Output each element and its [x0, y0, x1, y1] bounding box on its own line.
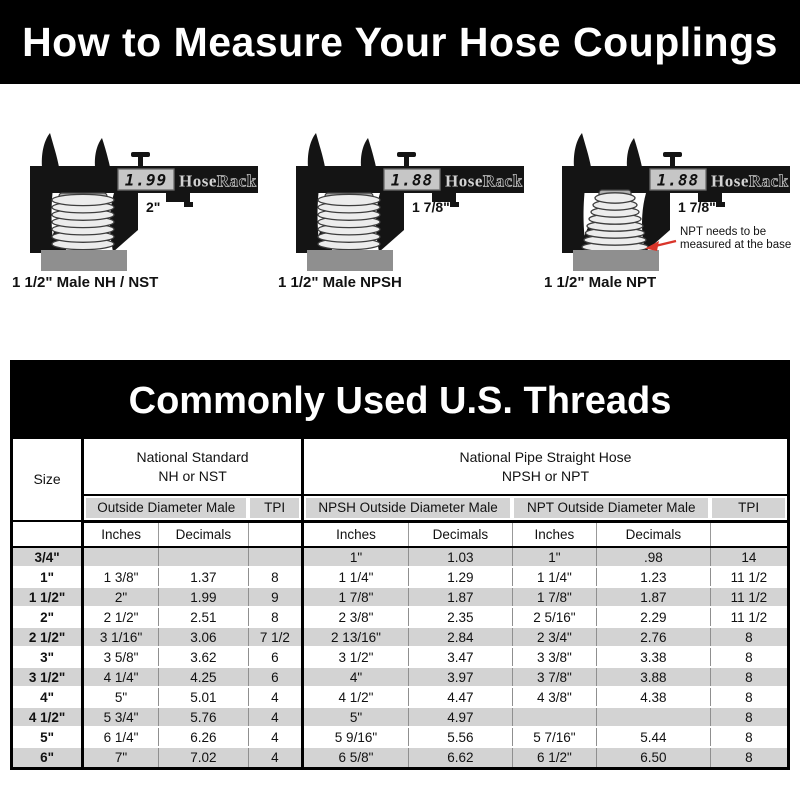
table-cell: 4.97 — [408, 707, 512, 727]
table-cell: 3 3/8" — [512, 647, 596, 667]
col-header-npsh-od-male: NPSH Outside Diameter Male — [302, 495, 512, 521]
table-cell: 9 — [248, 587, 302, 607]
unit-header: Decimals — [159, 521, 249, 547]
table-cell: 5 7/16" — [512, 727, 596, 747]
table-cell: 8 — [710, 667, 787, 687]
table-cell: 4.38 — [597, 687, 711, 707]
table-cell: 8 — [248, 607, 302, 627]
caliper-caption: 1 1/2" Male NPSH — [278, 274, 402, 291]
table-cell: 5 3/4" — [83, 707, 159, 727]
col-group-national-standard: National Standard NH or NST — [83, 439, 303, 495]
caliper-diagram — [0, 94, 266, 291]
table-cell: 4 — [248, 707, 302, 727]
unit-header — [710, 521, 787, 547]
unit-header: Inches — [302, 521, 408, 547]
size-cell: 1 1/2" — [13, 587, 83, 607]
hoserack-logo: HoseRack — [711, 171, 789, 191]
caliper-upper-jaw-slider-icon — [95, 138, 110, 167]
caliper-depth-stop — [166, 193, 190, 202]
caliper-lcd-value: 1.88 — [656, 170, 700, 190]
table-row — [13, 707, 787, 727]
size-cell: 3" — [13, 647, 83, 667]
table-row — [13, 647, 787, 667]
table-cell: 3.06 — [159, 627, 249, 647]
table-cell — [597, 707, 711, 727]
table-cell: 1.37 — [159, 567, 249, 587]
table-cell: 7.02 — [159, 747, 249, 767]
coupling-threads-straight — [52, 193, 114, 250]
threads-table-section — [10, 360, 790, 770]
table-header-band-row — [13, 495, 787, 521]
table-cell: 3.62 — [159, 647, 249, 667]
table-cell: 6 1/2" — [512, 747, 596, 767]
caliper-caption: 1 1/2" Male NH / NST — [12, 274, 159, 291]
table-cell: 3.38 — [597, 647, 711, 667]
table-cell: 5" — [302, 707, 408, 727]
table-cell: 2.35 — [408, 607, 512, 627]
hoserack-logo: HoseRack — [445, 171, 523, 191]
table-cell: 1.87 — [597, 587, 711, 607]
table-cell: 3.47 — [408, 647, 512, 667]
size-cell: 4" — [13, 687, 83, 707]
caliper-upper-jaw-fixed-icon — [574, 133, 591, 167]
table-cell: 6 5/8" — [302, 747, 408, 767]
hoserack-logo: HoseRack — [179, 171, 257, 191]
table-row — [13, 727, 787, 747]
size-cell: 3/4" — [13, 547, 83, 567]
size-cell: 4 1/2" — [13, 707, 83, 727]
table-cell: 1 7/8" — [512, 587, 596, 607]
table-cell: 4 3/8" — [512, 687, 596, 707]
table-cell: 7 1/2 — [248, 627, 302, 647]
table-cell: 8 — [710, 627, 787, 647]
table-cell: 7" — [83, 747, 159, 767]
table-cell: 4 1/4" — [83, 667, 159, 687]
unit-header: Decimals — [408, 521, 512, 547]
table-cell: 11 1/2 — [710, 567, 787, 587]
table-cell: 1" — [512, 547, 596, 567]
coupling-base — [41, 250, 127, 271]
table-cell: 2 3/8" — [302, 607, 408, 627]
table-cell: 11 1/2 — [710, 587, 787, 607]
table-row — [13, 747, 787, 767]
table-cell: 6 1/4" — [83, 727, 159, 747]
coupling-threads-tapered — [582, 190, 648, 252]
table-cell: 3 1/2" — [302, 647, 408, 667]
table-cell: 8 — [710, 727, 787, 747]
table-cell: 4 1/2" — [302, 687, 408, 707]
table-cell: 2 1/2" — [83, 607, 159, 627]
table-cell: 3 1/16" — [83, 627, 159, 647]
measurement-label: 1 7/8" — [678, 199, 716, 215]
table-cell: 8 — [248, 567, 302, 587]
table-cell: 8 — [710, 647, 787, 667]
table-cell: 2 13/16" — [302, 627, 408, 647]
table-cell: 3 5/8" — [83, 647, 159, 667]
caliper-illustration — [266, 94, 532, 272]
table-cell: 1 7/8" — [302, 587, 408, 607]
col-header-tpi-np: TPI — [710, 495, 787, 521]
table-cell: 1.23 — [597, 567, 711, 587]
table-cell: 5.76 — [159, 707, 249, 727]
table-header-group-row — [13, 439, 787, 495]
size-cell: 1" — [13, 567, 83, 587]
threads-table — [13, 439, 787, 767]
table-cell: 3.97 — [408, 667, 512, 687]
table-cell: 2 5/16" — [512, 607, 596, 627]
table-cell: 1.03 — [408, 547, 512, 567]
caliper-diagram — [532, 94, 798, 291]
table-row — [13, 547, 787, 567]
col-group-npsh-npt: National Pipe Straight Hose NPSH or NPT — [302, 439, 787, 495]
table-cell: 4" — [302, 667, 408, 687]
size-cell: 6" — [13, 747, 83, 767]
table-cell: 5.44 — [597, 727, 711, 747]
table-cell: 2.76 — [597, 627, 711, 647]
caliper-caption: 1 1/2" Male NPT — [544, 274, 657, 291]
caliper-illustration — [532, 94, 798, 272]
table-title: Commonly Used U.S. Threads — [128, 379, 672, 422]
table-row — [13, 627, 787, 647]
table-row — [13, 687, 787, 707]
table-title-banner — [13, 363, 787, 439]
table-cell: 2.51 — [159, 607, 249, 627]
table-cell: 1 1/4" — [512, 567, 596, 587]
size-cell: 3 1/2" — [13, 667, 83, 687]
coupling-base — [307, 250, 393, 271]
table-cell: 8 — [710, 707, 787, 727]
measurement-label: 1 7/8" — [412, 199, 450, 215]
table-cell: 1 3/8" — [83, 567, 159, 587]
table-cell — [159, 547, 249, 567]
table-cell: 6.26 — [159, 727, 249, 747]
coupling-threads-straight — [318, 193, 380, 250]
table-cell: 2 3/4" — [512, 627, 596, 647]
caliper-lcd-value: 1.99 — [124, 170, 168, 190]
table-cell: 5.01 — [159, 687, 249, 707]
caliper-lcd-value: 1.88 — [390, 170, 434, 190]
caliper-diagrams — [0, 94, 800, 291]
unit-header: Inches — [83, 521, 159, 547]
table-cell: 8 — [710, 687, 787, 707]
table-cell: 14 — [710, 547, 787, 567]
table-cell: 3 7/8" — [512, 667, 596, 687]
table-cell: 5 9/16" — [302, 727, 408, 747]
unit-header — [13, 521, 83, 547]
table-cell: 4 — [248, 727, 302, 747]
table-cell: 5.56 — [408, 727, 512, 747]
npt-note-text: NPT needs to be measured at the base — [680, 226, 792, 251]
size-cell: 5" — [13, 727, 83, 747]
page-title-banner — [0, 0, 800, 84]
table-cell: 1.87 — [408, 587, 512, 607]
col-header-od-male: Outside Diameter Male — [83, 495, 249, 521]
table-cell: 11 1/2 — [710, 607, 787, 627]
caliper-upper-jaw-slider-icon — [361, 138, 376, 167]
table-row — [13, 587, 787, 607]
unit-header: Inches — [512, 521, 596, 547]
caliper-fixed-arm — [562, 166, 588, 241]
measurement-label: 2" — [146, 199, 161, 215]
table-cell: 5" — [83, 687, 159, 707]
table-cell: 1 1/4" — [302, 567, 408, 587]
table-cell: 4.25 — [159, 667, 249, 687]
table-row — [13, 667, 787, 687]
table-cell: 6.50 — [597, 747, 711, 767]
unit-header — [248, 521, 302, 547]
col-header-size: Size — [13, 439, 83, 521]
caliper-upper-jaw-fixed-icon — [42, 133, 59, 167]
table-cell: 8 — [710, 747, 787, 767]
table-cell: 3.88 — [597, 667, 711, 687]
table-cell — [83, 547, 159, 567]
table-cell: 2.84 — [408, 627, 512, 647]
table-cell: 1" — [302, 547, 408, 567]
table-row — [13, 607, 787, 627]
table-cell: 6 — [248, 667, 302, 687]
table-cell: 6.62 — [408, 747, 512, 767]
table-header-units-row — [13, 521, 787, 547]
table-cell: .98 — [597, 547, 711, 567]
unit-header: Decimals — [597, 521, 711, 547]
table-cell: 4 — [248, 687, 302, 707]
table-cell: 2" — [83, 587, 159, 607]
table-cell: 1.29 — [408, 567, 512, 587]
table-cell: 4.47 — [408, 687, 512, 707]
table-cell: 2.29 — [597, 607, 711, 627]
size-cell: 2" — [13, 607, 83, 627]
caliper-illustration — [0, 94, 266, 272]
caliper-upper-jaw-slider-icon — [627, 138, 642, 167]
col-header-tpi-nh: TPI — [248, 495, 302, 521]
table-cell: 1.99 — [159, 587, 249, 607]
caliper-upper-jaw-fixed-icon — [308, 133, 325, 167]
table-cell: 6 — [248, 647, 302, 667]
coupling-base — [573, 250, 659, 271]
table-row — [13, 567, 787, 587]
col-header-npt-od-male: NPT Outside Diameter Male — [512, 495, 710, 521]
table-cell: 4 — [248, 747, 302, 767]
size-cell: 2 1/2" — [13, 627, 83, 647]
table-cell — [248, 547, 302, 567]
caliper-diagram — [266, 94, 532, 291]
page-title: How to Measure Your Hose Couplings — [22, 18, 778, 65]
table-cell — [512, 707, 596, 727]
